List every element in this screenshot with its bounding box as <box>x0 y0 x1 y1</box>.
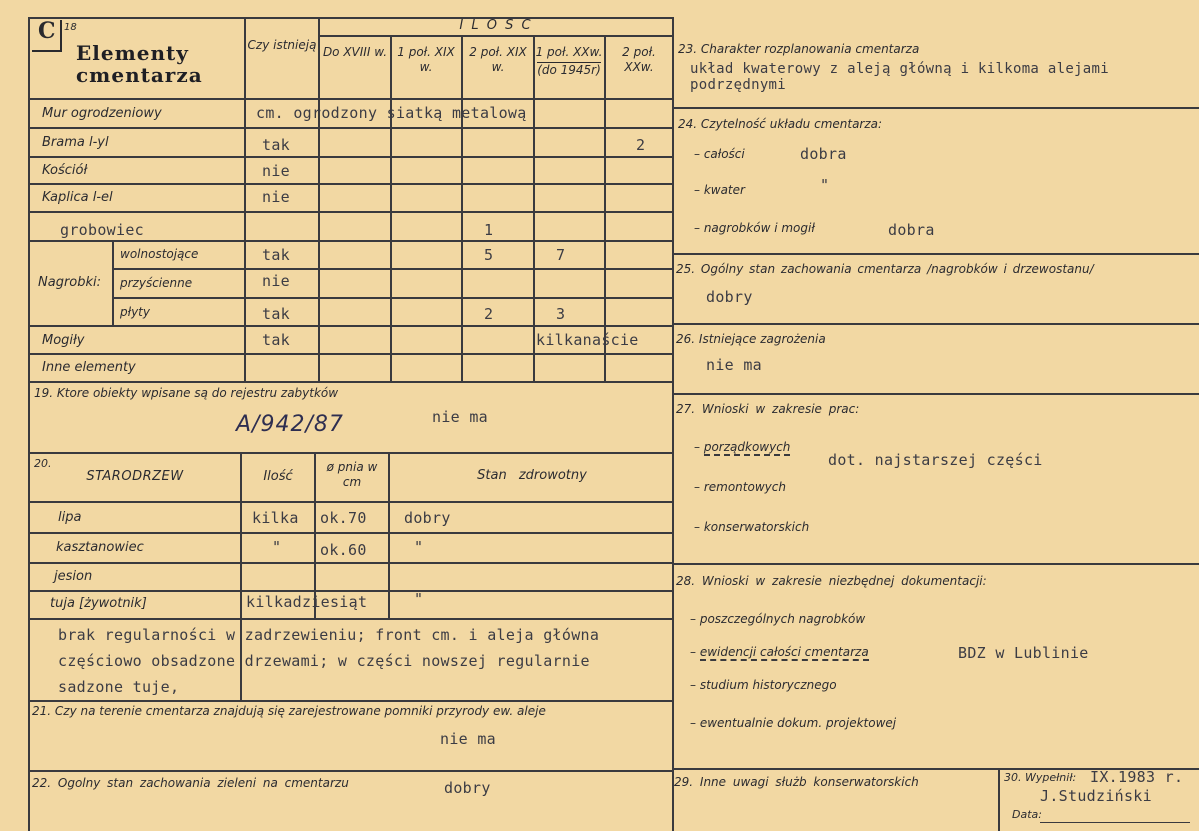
rule <box>28 700 674 702</box>
rule <box>28 17 30 831</box>
s24-nagrobkow-label: – nagrobków i mogił <box>694 221 815 235</box>
s27-porzadkowych-value: dot. najstarszej części <box>828 451 1043 469</box>
s27-label: 27. Wnioski w zakresie prac: <box>676 402 860 416</box>
rule <box>318 17 320 381</box>
rule <box>28 452 674 454</box>
kaplica-czy: nie <box>262 188 290 206</box>
rule <box>112 297 674 299</box>
rule <box>28 156 674 158</box>
rule <box>28 353 674 355</box>
s25-label: 25. Ogólny stan zachowania cmentarza /nagrobków i drzewostanu/ <box>676 262 1094 276</box>
tree-name-tuja: tuja [żywotnik] <box>50 596 147 611</box>
rule <box>28 240 674 242</box>
tree-name-lipa: lipa <box>58 510 82 525</box>
s30-date: IX.1983 r. <box>1090 768 1184 786</box>
s20-col-stan: Stan zdrowotny <box>477 468 587 483</box>
kosciol-czy: nie <box>262 162 290 180</box>
rule <box>28 590 674 592</box>
s27-porzadkowych-label: – porządkowych <box>694 440 791 454</box>
col-1pol-xix: 1 poł. XIX w. <box>397 45 455 74</box>
col-2pol-xix: 2 poł. XIX w. <box>469 45 527 74</box>
rule <box>244 17 246 381</box>
s30-name: J.Studziński <box>1040 787 1152 805</box>
s19-label: 19. Ktore obiekty wpisane są do rejestru zabytków <box>34 386 339 400</box>
row-label-brama: Brama l-yl <box>42 135 109 150</box>
rule <box>28 501 674 503</box>
col-do-xviii: Do XVIII w. <box>322 45 388 59</box>
row-label-wolnostojace: wolnostojące <box>120 247 199 261</box>
wolno-czy: tak <box>262 246 290 264</box>
signature-line <box>1040 822 1190 823</box>
col-czy-istnieja: Czy istnieją <box>247 38 317 52</box>
tree-ilosc-lipa: kilka <box>252 509 299 527</box>
col-1pol-xx-note: (do 1945r) <box>537 63 601 77</box>
rule <box>112 240 114 325</box>
row-label-przyscienne: przyścienne <box>120 276 193 290</box>
s24-nagrobkow-value: dobra <box>888 221 935 239</box>
grobowiec-2pol-xix: 1 <box>484 221 494 239</box>
col-ilosc: I L O S C <box>459 18 533 33</box>
s20-note-line3: sadzone tuje, <box>58 678 180 696</box>
rule <box>28 532 674 534</box>
rule <box>28 381 674 383</box>
row-label-plyty: płyty <box>120 305 150 319</box>
brama-2pol-xx: 2 <box>636 136 646 154</box>
tree-ilosc-tuja: kilkadziesiąt <box>246 593 368 611</box>
brama-czy: tak <box>262 136 290 154</box>
s20-note-line2: częściowo obsadzone drzewami; w części nowszej regularnie <box>58 652 590 670</box>
title-cmentarza: cmentarza <box>76 63 203 87</box>
s23-label: 23. Charakter rozplanowania cmentarza <box>678 42 920 56</box>
s27-remontowych-label: – remontowych <box>694 480 786 494</box>
rule <box>112 268 674 270</box>
s24-kwater-value: " <box>820 176 830 194</box>
tree-pnia-lipa: ok.70 <box>320 509 367 527</box>
plyty-2pol-xix: 2 <box>484 305 494 323</box>
row-label-kosciol: Kościół <box>42 163 88 178</box>
mur-value: cm. ogrodzony siatką metalową <box>256 104 527 122</box>
s28-b-label: – ewidencji całości cmentarza <box>690 645 869 659</box>
rule <box>28 98 674 100</box>
row-label-mur: Mur ogrodzeniowy <box>42 106 162 121</box>
s20-col-starodrzew: STARODRZEW <box>86 469 184 484</box>
s20-note-line1: brak regularności w zadrzewieniu; front cm. i aleja główna <box>58 626 600 644</box>
rule <box>318 35 674 37</box>
s21-label: 21. Czy na terenie cmentarza znajdują się zarejestrowane pomniki przyrody ew. aleje <box>32 704 546 718</box>
rule <box>672 323 1199 325</box>
rule <box>672 393 1199 395</box>
row-label-nagrobki: Nagrobki: <box>38 275 102 290</box>
row-label-kaplica: Kaplica l-el <box>42 190 113 205</box>
s27-konserwatorskich-label: – konserwatorskich <box>694 520 810 534</box>
s26-value: nie ma <box>706 356 762 374</box>
rule <box>672 563 1199 565</box>
s24-calosci-value: dobra <box>800 145 847 163</box>
rule <box>28 562 674 564</box>
mogily-1pol-xx: kilkanaście <box>536 331 639 349</box>
s20-col-pnia: ø pnia w cm <box>326 460 378 489</box>
mogily-czy: tak <box>262 331 290 349</box>
s20-col-ilosc: Ilość <box>263 469 293 484</box>
s19-register-number: A/942/87 <box>236 412 344 437</box>
rule <box>461 35 463 381</box>
title-elementy: Elementy <box>76 41 189 65</box>
s20-number: 20. <box>34 457 52 470</box>
s19-value: nie ma <box>432 408 488 426</box>
s26-label: 26. Istniejące zagrożenia <box>676 332 826 346</box>
s25-value: dobry <box>706 288 753 306</box>
s28-d-label: – ewentualnie dokum. projektowej <box>690 716 897 730</box>
s22-value: dobry <box>444 779 491 797</box>
s21-value: nie ma <box>440 730 496 748</box>
rule <box>672 107 1199 109</box>
col-1pol-xx: 1 poł. XXw. <box>535 45 603 59</box>
tree-pnia-kasztanowiec: ok.60 <box>320 541 367 559</box>
col-2pol-xx: 2 poł. XXw. <box>622 45 656 74</box>
s22-label: 22. Ogolny stan zachowania zieleni na cmentarzu <box>32 776 349 790</box>
plyty-1pol-xx: 3 <box>556 305 566 323</box>
rule <box>533 35 535 381</box>
s28-b-value: BDZ w Lublinie <box>958 644 1089 662</box>
tree-ilosc-kasztanowiec: " <box>272 538 282 556</box>
row-label-inne: Inne elementy <box>42 360 136 375</box>
tree-stan-kasztanowiec: " <box>414 538 424 556</box>
rule <box>28 325 674 327</box>
rule <box>390 35 392 381</box>
tree-stan-lipa: dobry <box>404 509 451 527</box>
tree-stan-tuja: " <box>414 590 424 608</box>
s29-label: 29. Inne uwagi służb konserwatorskich <box>674 775 919 789</box>
s30-data-label: Data: <box>1012 808 1042 821</box>
s28-c-label: – studium historycznego <box>690 678 837 692</box>
s23-line2: podrzędnymi <box>690 77 787 93</box>
s24-kwater-label: – kwater <box>694 183 745 197</box>
rule <box>672 17 674 831</box>
rule <box>28 770 674 772</box>
s23-line1: układ kwaterowy z aleją główną i kilkoma alejami <box>690 61 1109 77</box>
s24-calosci-label: – całości <box>694 147 745 161</box>
row-label-mogily: Mogiły <box>42 333 85 348</box>
wolno-2pol-xix: 5 <box>484 246 494 264</box>
rule <box>28 618 674 620</box>
s28-label: 28. Wnioski w zakresie niezbędnej dokumentacji: <box>676 574 987 588</box>
rule <box>672 253 1199 255</box>
s30-label: 30. Wypełnił: <box>1004 771 1077 784</box>
rule <box>28 183 674 185</box>
tree-name-kasztanowiec: kasztanowiec <box>56 540 144 555</box>
rule <box>998 768 1000 831</box>
s28-a-label: – poszczególnych nagrobków <box>690 612 866 626</box>
rule <box>604 35 606 381</box>
row-label-grobowiec: grobowiec <box>60 221 144 239</box>
s24-label: 24. Czytelność układu cmentarza: <box>678 117 883 131</box>
card-number: 18 <box>64 22 77 33</box>
tree-name-jesion: jesion <box>54 569 93 584</box>
wolno-1pol-xx: 7 <box>556 246 566 264</box>
przy-czy: nie <box>262 272 290 290</box>
card-letter: C <box>38 18 56 44</box>
rule <box>28 211 674 213</box>
plyty-czy: tak <box>262 305 290 323</box>
rule <box>28 127 674 129</box>
